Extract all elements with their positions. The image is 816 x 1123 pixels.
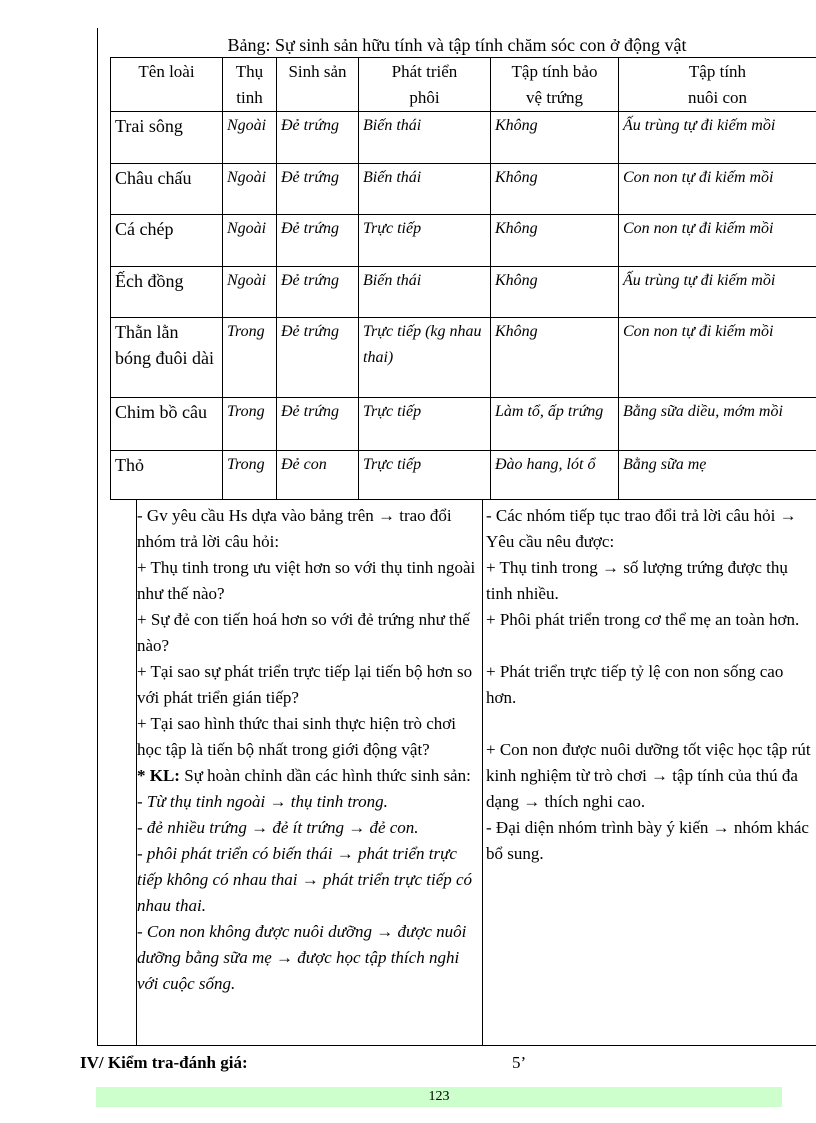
cell-development: Biến thái	[359, 267, 491, 318]
answer-2: + Phôi phát triển trong cơ thể mẹ an toàn hơn.	[486, 610, 800, 629]
header-reproduction: Sinh sản	[277, 58, 359, 112]
teacher-intro: - Gv yêu cầu Hs dựa vào bảng trên → trao đổi nhóm trả lời câu hỏi:	[137, 506, 452, 551]
page-number: 123	[428, 1089, 450, 1104]
student-intro: - Các nhóm tiếp tục trao đổi trả lời câu hỏi → Yêu cầu nêu được:	[486, 506, 797, 551]
cell-egg-protection: Không	[491, 318, 619, 398]
cell-species: Trai sông	[111, 112, 223, 164]
question-1: + Thụ tinh trong ưu việt hơn so với thụ tinh ngoài như thế nào?	[137, 558, 476, 603]
section-heading	[80, 1051, 248, 1075]
reproduction-table	[110, 57, 816, 500]
header-species: Tên loài	[111, 58, 223, 112]
cell-fertilization: Ngoài	[223, 267, 277, 318]
spacer	[486, 633, 816, 659]
cell-reproduction: Đẻ trứng	[277, 112, 359, 164]
cell-fertilization: Trong	[223, 318, 277, 398]
cell-development: Trực tiếp (kg nhau thai)	[359, 318, 491, 398]
cell-development: Trực tiếp	[359, 215, 491, 267]
cell-development: Trực tiếp	[359, 451, 491, 500]
cell-species: Cá chép	[111, 215, 223, 267]
table-row	[111, 451, 816, 500]
cell-reproduction: Đẻ trứng	[277, 164, 359, 215]
table-row	[111, 318, 816, 398]
cell-rearing: Bằng sữa diều, mớm mồi	[619, 398, 816, 451]
answer-3: + Phát triển trực tiếp tỷ lệ con non sống cao hơn.	[486, 662, 784, 707]
table-row	[111, 215, 816, 267]
question-2: + Sự đẻ con tiến hoá hơn so với đẻ trứng như thế nào?	[137, 610, 470, 655]
cell-fertilization: Ngoài	[223, 112, 277, 164]
cell-species: Chim bồ câu	[111, 398, 223, 451]
section-time: 5’	[512, 1053, 527, 1072]
cell-species: Ếch đồng	[111, 267, 223, 318]
table-row	[111, 164, 816, 215]
cell-species: Thằn lằn bóng đuôi dài	[111, 318, 223, 398]
cell-fertilization: Trong	[223, 451, 277, 500]
answer-5: - Đại diện nhóm trình bày ý kiến → nhóm khác bổ sung.	[486, 818, 809, 863]
header-fertilization: Thụ tinh	[223, 58, 277, 112]
cell-reproduction: Đẻ trứng	[277, 318, 359, 398]
table-header-row	[111, 58, 816, 112]
cell-reproduction: Đẻ trứng	[277, 398, 359, 451]
cell-egg-protection: Đào hang, lót ổ	[491, 451, 619, 500]
cell-fertilization: Ngoài	[223, 164, 277, 215]
student-activity-column	[486, 503, 816, 1046]
teacher-activity-column	[137, 503, 481, 1046]
header-egg-protection: Tập tính bảo vệ trứng	[491, 58, 619, 112]
cell-egg-protection: Không	[491, 164, 619, 215]
cell-egg-protection: Không	[491, 267, 619, 318]
cell-reproduction: Đẻ trứng	[277, 215, 359, 267]
cell-rearing: Ấu trùng tự đi kiếm mồi	[619, 112, 816, 164]
conclusion-text: Sự hoàn chỉnh dần các hình thức sinh sản:	[179, 766, 471, 785]
section-label: IV/ Kiểm tra-đánh giá:	[80, 1053, 248, 1072]
cell-egg-protection: Không	[491, 215, 619, 267]
answer-4: + Con non được nuôi dưỡng tốt việc học tập rút kinh nghiệm từ trò chơi → tập tính của thú đa dạng → thích nghi cao.	[486, 740, 811, 811]
table-row	[111, 398, 816, 451]
cell-rearing: Con non tự đi kiếm mồi	[619, 164, 816, 215]
cell-reproduction: Đẻ con	[277, 451, 359, 500]
cell-development: Trực tiếp	[359, 398, 491, 451]
header-rearing: Tập tính nuôi con	[619, 58, 816, 112]
cell-reproduction: Đẻ trứng	[277, 267, 359, 318]
cell-development: Biến thái	[359, 112, 491, 164]
cell-rearing: Con non tự đi kiếm mồi	[619, 318, 816, 398]
cell-rearing: Bằng sữa mẹ	[619, 451, 816, 500]
table-row	[111, 112, 816, 164]
cell-fertilization: Ngoài	[223, 215, 277, 267]
cell-species: Châu chấu	[111, 164, 223, 215]
conclusion-point-4: - Con non không được nuôi dưỡng → được nuôi dưỡng bằng sữa mẹ → được học tập thích nghi với cuộc sống.	[137, 922, 467, 993]
cell-rearing: Ấu trùng tự đi kiếm mồi	[619, 267, 816, 318]
header-development: Phát triển phôi	[359, 58, 491, 112]
cell-species: Thỏ	[111, 451, 223, 500]
conclusion-point-2: - đẻ nhiều trứng → đẻ ít trứng → đẻ con.	[137, 818, 419, 837]
cell-fertilization: Trong	[223, 398, 277, 451]
frame-left-line	[97, 28, 98, 1046]
cell-egg-protection: Làm tổ, ấp trứng	[491, 398, 619, 451]
cell-development: Biến thái	[359, 164, 491, 215]
cell-egg-protection: Không	[491, 112, 619, 164]
cell-rearing: Con non tự đi kiếm mồi	[619, 215, 816, 267]
conclusion	[137, 763, 481, 789]
conclusion-label: * KL:	[137, 766, 180, 785]
conclusion-point-1: - Từ thụ tinh ngoài → thụ tinh trong.	[137, 792, 388, 811]
question-4: + Tại sao hình thức thai sinh thực hiện trò chơi học tập là tiến bộ nhất trong giới động vật?	[137, 714, 457, 759]
conclusion-point-3: - phôi phát triển có biến thái → phát triển trực tiếp không có nhau thai → phát triển trực tiếp có nhau thai.	[137, 844, 473, 915]
table-title: Bảng: Sự sinh sản hữu tính và tập tính chăm sóc con ở động vật	[227, 35, 687, 55]
question-3: + Tại sao sự phát triển trực tiếp lại tiến bộ hơn so với phát triển gián tiếp?	[137, 662, 473, 707]
page-number-bar	[96, 1087, 782, 1107]
answer-1: + Thụ tinh trong → số lượng trứng được thụ tinh nhiều.	[486, 558, 788, 603]
spacer	[486, 711, 816, 737]
table-row	[111, 267, 816, 318]
frame-middle-line	[482, 500, 483, 1046]
